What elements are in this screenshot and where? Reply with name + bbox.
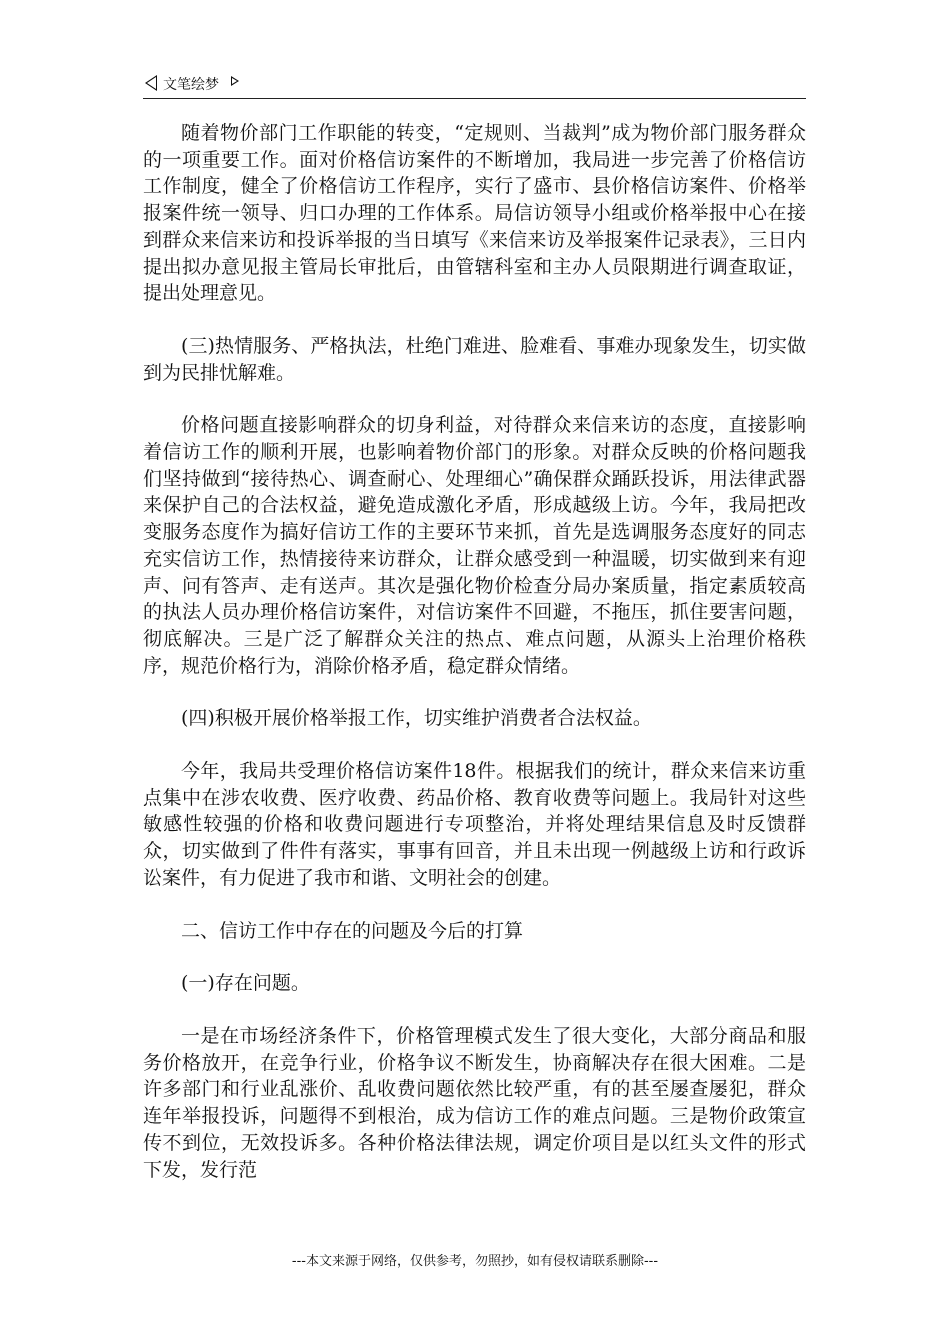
paragraph: 今年，我局共受理价格信访案件18件。根据我们的统计，群众来信来访重点集中在涉农收费、医疗收费、药品价格、教育收费等问题上。我局针对这些敏感性较强的价格和收费问题进行专项整治，并将处理结果信息及时反馈群众，切实做到了件件有落实，事事有回音，并且未出现一例越级上访和行政诉讼案件，有力促进了我市和谐、文明社会的创建。: [143, 760, 806, 889]
document-body: [143, 120, 806, 1183]
section-heading: (一)存在问题。: [181, 972, 310, 995]
page-header: [143, 72, 806, 99]
footer-disclaimer: ---本文来源于网络，仅供参考，勿照抄，如有侵权请联系删除---: [291, 1254, 659, 1269]
paragraph: 一是在市场经济条件下，价格管理模式发生了很大变化，大部分商品和服务价格放开，在竞争行业，价格争议不断发生，协商解决存在很大困难。二是许多部门和行业乱涨价、乱收费问题依然比较严重，有的甚至屡查屡犯，群众连年举报投诉，问题得不到根治，成为信访工作的难点问题。三是物价政策宣传不到位，无效投诉多。各种价格法律法规，调定价项目是以红头文件的形式下发，发行范: [143, 1024, 806, 1181]
header-title: 文笔绘梦: [163, 77, 219, 93]
paragraph: 随着物价部门工作职能的转变，“定规则、当裁判”成为物价部门服务群众的一项重要工作。面对价格信访案件的不断增加，我局进一步完善了价格信访工作制度，健全了价格信访工作程序，实行了盛市、县价格信访案件、价格举报案件统一领导、归口办理的工作体系。局信访领导小组或价格举报中心在接到群众来信来访和投诉举报的当日填写《来信来访及举报案件记录表》，三日内提出拟办意见报主管局长审批后，由管辖科室和主办人员限期进行调查取证，提出处理意见。: [143, 122, 806, 305]
section-heading: (四)积极开展价格举报工作，切实维护消费者合法权益。: [181, 707, 652, 730]
section-heading: (三)热情服务、严格执法，杜绝门难进、脸难看、事难办现象发生，切实做到为民排忧解难。: [143, 334, 806, 384]
paragraph: 价格问题直接影响群众的切身利益，对待群众来信来访的态度，直接影响着信访工作的顺利开展，也影响着物价部门的形象。对群众反映的价格问题我们坚持做到“接待热心、调查耐心、处理细心”确保群众踊跃投诉，用法律武器来保护自己的合法权益，避免造成激化矛盾，形成越级上访。今年，我局把改变服务态度作为搞好信访工作的主要环节来抓，首先是选调服务态度好的同志充实信访工作，热情接待来访群众，让群众感受到一种温暖，切实做到来有迎声、问有答声、走有送声。其次是强化物价检查分局办案质量，指定素质较高的执法人员办理价格信访案件，对信访案件不回避，不拖压，抓住要害问题，彻底解决。三是广泛了解群众关注的热点、难点问题，从源头上治理价格秩序，规范价格行为，消除价格矛盾，稳定群众情绪。: [143, 414, 806, 677]
triangle-right-icon: [231, 76, 239, 86]
triangle-left-icon: [145, 75, 157, 91]
section-heading: 二、信访工作中存在的问题及今后的打算: [181, 919, 524, 942]
